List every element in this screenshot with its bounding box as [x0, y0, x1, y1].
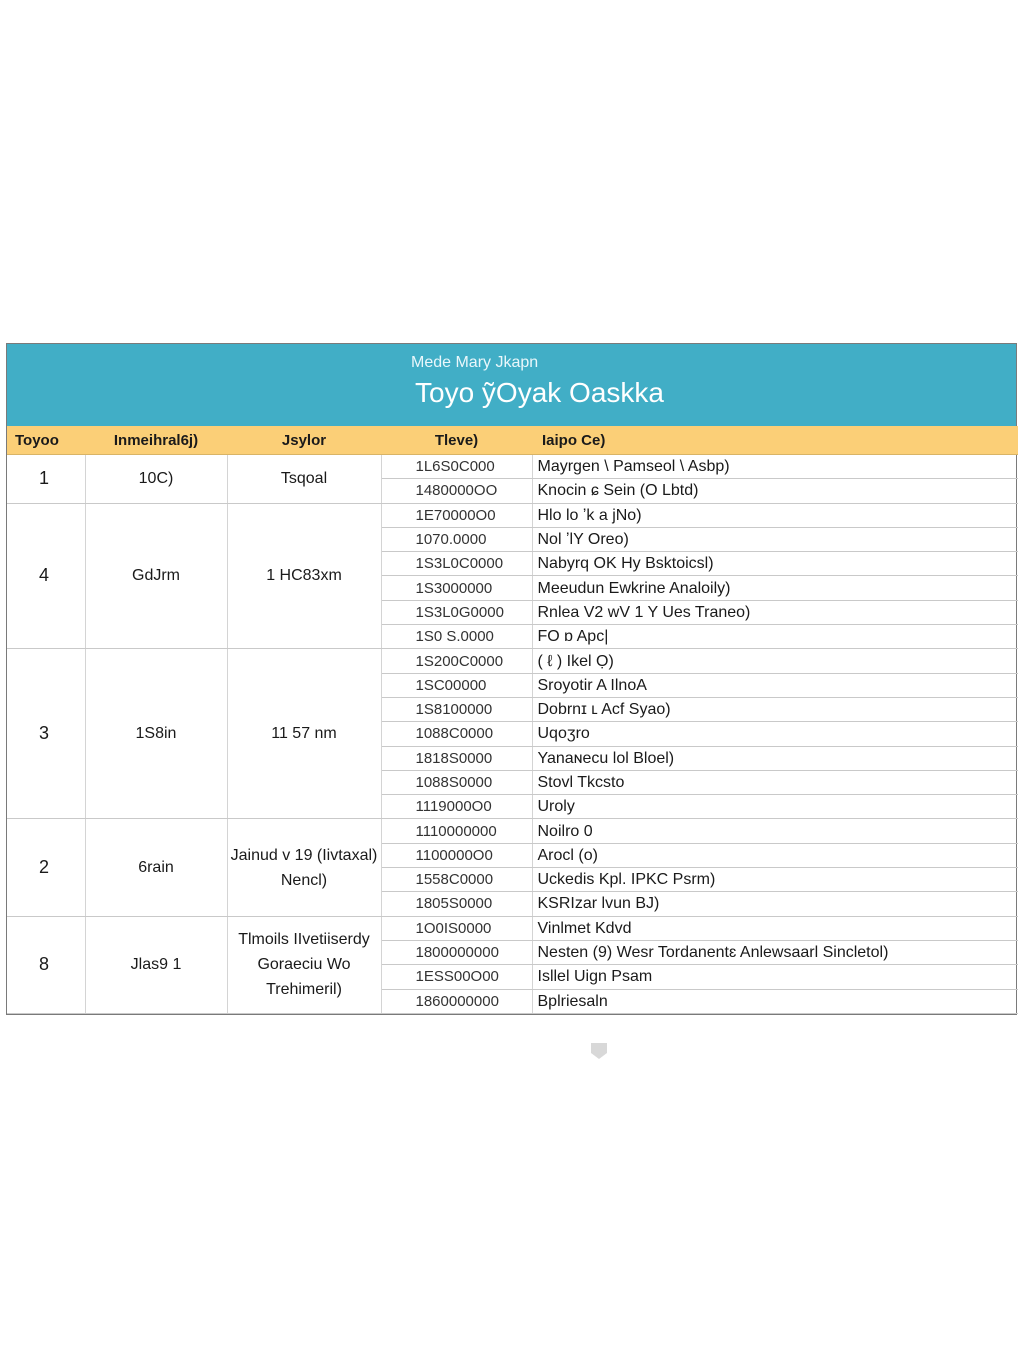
time-cell: 1480000OO	[381, 479, 532, 503]
description-cell: Knocin ɕ Sein (O Lbtd)	[532, 479, 1018, 503]
description-cell: Isllel Uign Psam	[532, 965, 1018, 989]
time-cell: 1860000000	[381, 989, 532, 1013]
time-cell: 1L6S0C000	[381, 455, 532, 479]
time-cell: 1ESS00O00	[381, 965, 532, 989]
description-cell: Nesten (9) Wesr Tordanentɛ Anlewsaarl Sincletol)	[532, 940, 1018, 964]
column-header: Jsylor	[227, 426, 381, 455]
group-category: 11 57 nm	[227, 649, 381, 819]
time-cell: 1S8100000	[381, 697, 532, 721]
time-cell: 1805S0000	[381, 892, 532, 916]
schedule-table	[7, 426, 1018, 1014]
column-header: Toyoo	[7, 426, 85, 455]
description-cell: Stovl Tkcsto	[532, 770, 1018, 794]
column-header: Iaipo Ce)	[532, 426, 1018, 455]
scroll-down-icon[interactable]	[590, 1042, 608, 1060]
group-number: 1	[7, 455, 85, 504]
description-cell: Noilro 0	[532, 819, 1018, 843]
group-category: 1 HC83xm	[227, 503, 381, 649]
description-cell: Bplriesaln	[532, 989, 1018, 1013]
group-duration: 6rain	[85, 819, 227, 916]
group-category: Jainud v 19 (Iivtaxal) Nencl)	[227, 819, 381, 916]
banner-title: Toyo ỹOyak Oaskka	[415, 377, 664, 408]
description-cell: Vinlmet Kdvd	[532, 916, 1018, 940]
group-category: Tsqoal	[227, 455, 381, 504]
time-cell: 1818S0000	[381, 746, 532, 770]
time-cell: 1088S0000	[381, 770, 532, 794]
table-header	[7, 426, 1018, 455]
description-cell: ( ℓ ) Ikel Ọ)	[532, 649, 1018, 673]
description-cell: Mayrgen \ Pamseol \ Asbp)	[532, 455, 1018, 479]
description-cell: Meeudun Ewkrine Analoily)	[532, 576, 1018, 600]
description-cell: Rnlea V2 wV 1 Y Ues Traneo)	[532, 600, 1018, 624]
table-body	[7, 455, 1018, 1014]
description-cell: Sroyotir A IlnoA	[532, 673, 1018, 697]
group-duration: 1S8in	[85, 649, 227, 819]
description-cell: KSRIzar lvun BJ)	[532, 892, 1018, 916]
column-header: Tleve)	[381, 426, 532, 455]
time-cell: 1558C0000	[381, 868, 532, 892]
description-cell: Arocl (o)	[532, 843, 1018, 867]
banner-subtitle: Mede Mary Jkapn	[411, 354, 539, 371]
description-cell: Hlo lo ʼk a jNo)	[532, 503, 1018, 527]
table-row	[7, 455, 1018, 479]
time-cell: 1E70000O0	[381, 503, 532, 527]
time-cell: 1088C0000	[381, 722, 532, 746]
time-cell: 1110000000	[381, 819, 532, 843]
time-cell: 1070.0000	[381, 527, 532, 551]
time-cell: 1S3L0G0000	[381, 600, 532, 624]
time-cell: 1100000O0	[381, 843, 532, 867]
table-row	[7, 503, 1018, 527]
group-category: Tlmoils IIvetiiserdy Goraeciu Wo Trehimeril)	[227, 916, 381, 1013]
table-row	[7, 649, 1018, 673]
column-header: Inmeihral6j)	[85, 426, 227, 455]
time-cell: 1800000000	[381, 940, 532, 964]
time-cell: 1S3L0C0000	[381, 552, 532, 576]
description-cell: Uqoʒro	[532, 722, 1018, 746]
time-cell: 1O0IS0000	[381, 916, 532, 940]
description-cell: FO ɒ Apc|	[532, 625, 1018, 649]
group-number: 4	[7, 503, 85, 649]
description-cell: Uckedis Kpl. IPKC Psrm)	[532, 868, 1018, 892]
group-number: 2	[7, 819, 85, 916]
time-cell: 1S0 S.0000	[381, 625, 532, 649]
title-banner	[7, 344, 1016, 426]
table-row	[7, 819, 1018, 843]
group-duration: Jlas9 1	[85, 916, 227, 1013]
description-cell: Dobrnɪ ʟ Acf Syao)	[532, 697, 1018, 721]
description-cell: Yanaɴecu lol Bloel)	[532, 746, 1018, 770]
group-duration: GdJrm	[85, 503, 227, 649]
time-cell: 1S200C0000	[381, 649, 532, 673]
description-cell: Nol ʼlY Oreo)	[532, 527, 1018, 551]
description-cell: Uroly	[532, 795, 1018, 819]
time-cell: 1119000O0	[381, 795, 532, 819]
description-cell: Nabyrq OK Hy Bsktoicsl)	[532, 552, 1018, 576]
group-number: 8	[7, 916, 85, 1013]
group-number: 3	[7, 649, 85, 819]
schedule-document	[6, 343, 1017, 1015]
time-cell: 1S3000000	[381, 576, 532, 600]
group-duration: 10C)	[85, 455, 227, 504]
table-row	[7, 916, 1018, 940]
time-cell: 1SC00000	[381, 673, 532, 697]
